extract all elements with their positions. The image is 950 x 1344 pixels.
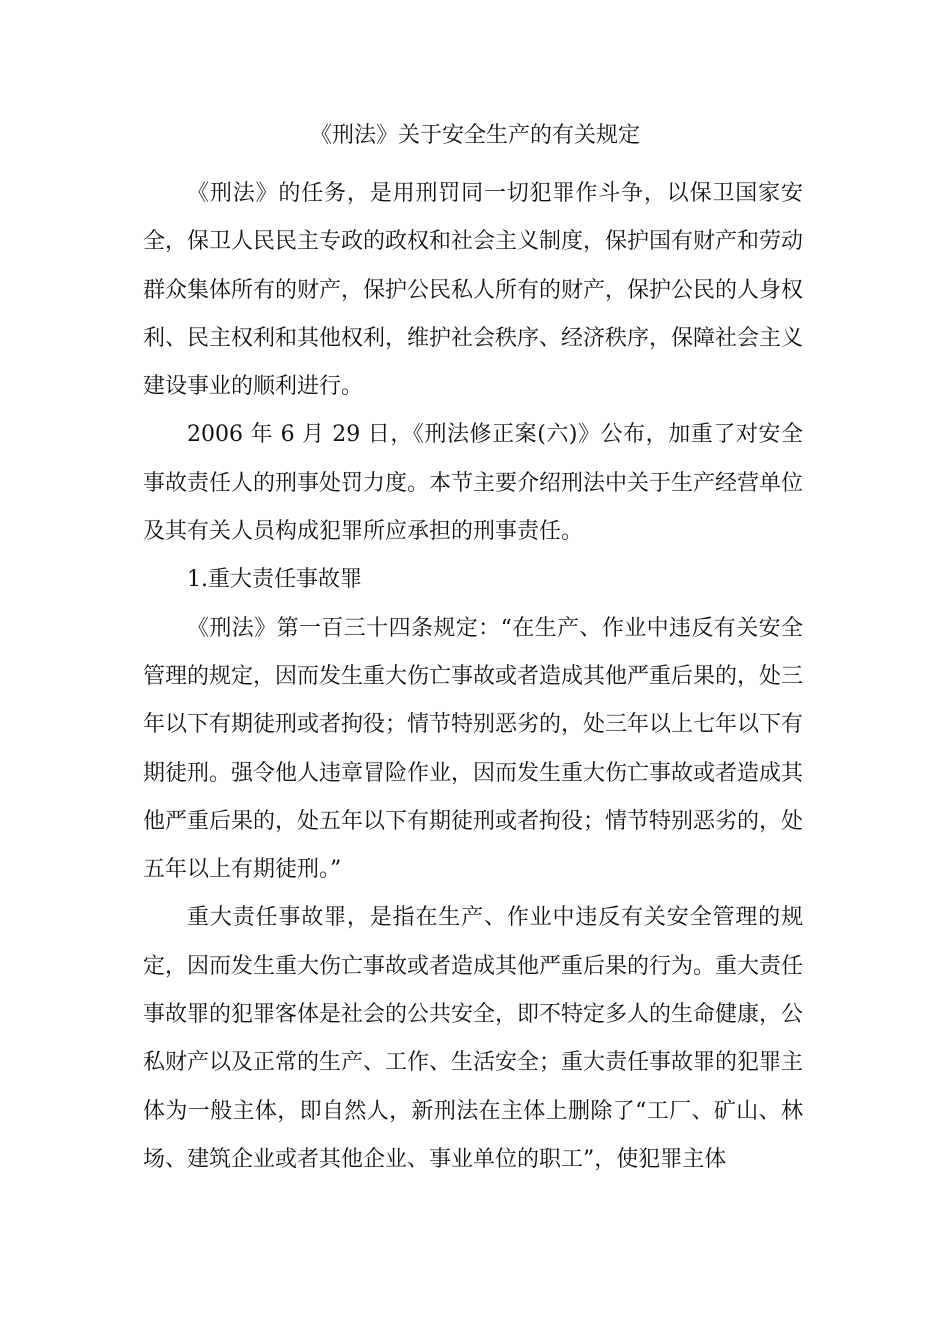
document-body xyxy=(143,170,803,1184)
paragraph-criminal-law-task: 《刑法》的任务，是用刑罚同一切犯罪作斗争，以保卫国家安全，保卫人民民主专政的政权和社会主义制度，保护国有财产和劳动群众集体所有的财产，保护公民私人所有的财产，保护公民的人身权利、民主权利和其他权利，维护社会秩序、经济秩序，保障社会主义建设事业的顺利进行。 xyxy=(143,181,804,400)
document-title: 《刑法》关于安全生产的有关规定 xyxy=(309,123,640,148)
section-heading-major-liability-accident: 1.重大责任事故罪 xyxy=(187,567,362,593)
paragraph-crime-definition: 重大责任事故罪，是指在生产、作业中违反有关安全管理的规定，因而发生重大伤亡事故或者造成其他严重后果的行为。重大责任事故罪的犯罪客体是社会的公共安全，即不特定多人的生命健康，公私财产以及正常的生产、工作、生活安全；重大责任事故罪的犯罪主体为一般主体，即自然人，新刑法在主体上删除了“工厂、矿山、林场、建筑企业或者其他企业、事业单位的职工”，使犯罪主体 xyxy=(143,905,804,1172)
paragraph-article-134: 《刑法》第一百三十四条规定：“在生产、作业中违反有关安全管理的规定，因而发生重大伤亡事故或者造成其他严重后果的，处三年以下有期徒刑或者拘役；情节特别恶劣的，处三年以上七年以下有期徒刑。强令他人违章冒险作业，因而发生重大伤亡事故或者造成其他严重后果的，处五年以下有期徒刑或者拘役；情节特别恶劣的，处五年以上有期徒刑。” xyxy=(143,615,804,883)
paragraph-amendment-six: 2006 年 6 月 29 日，《刑法修正案(六)》公布，加重了对安全事故责任人的刑事处罚力度。本节主要介绍刑法中关于生产经营单位及其有关人员构成犯罪所应承担的刑事责任。 xyxy=(143,422,804,545)
